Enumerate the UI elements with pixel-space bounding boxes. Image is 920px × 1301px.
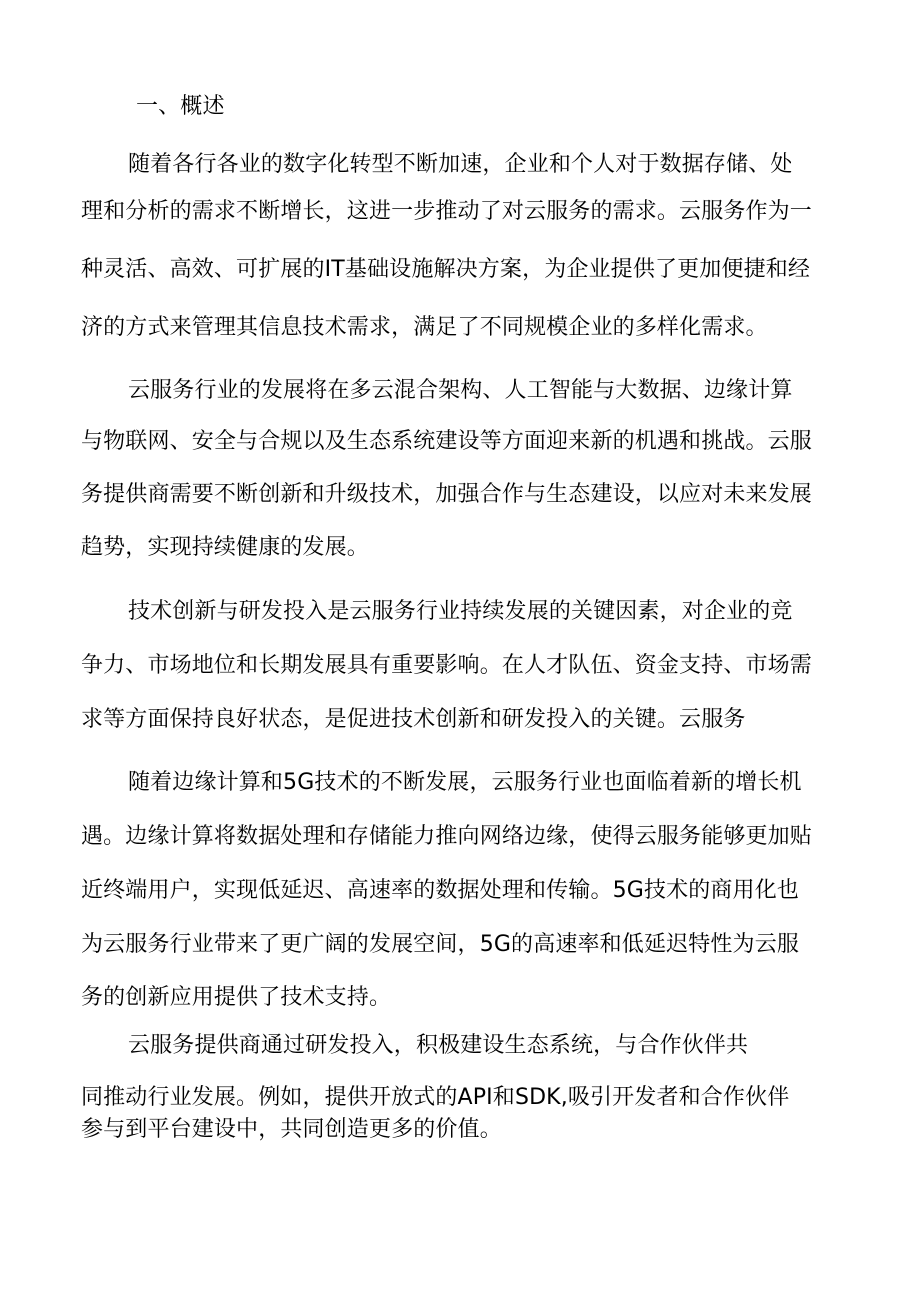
paragraph-2-line-2: 与物联网、安全与合规以及生态系统建设等方面迎来新的机遇和挑战。云服 bbox=[81, 429, 812, 454]
paragraph-1-line-2: 理和分析的需求不断增长，这进一步推动了对云服务的需求。云服务作为一 bbox=[81, 199, 812, 224]
paragraph-4-line-4: 为云服务行业带来了更广阔的发展空间，5G的高速率和低延迟特性为云服 bbox=[81, 932, 799, 957]
paragraph-1-line-4: 济的方式来管理其信息技术需求，满足了不同规模企业的多样化需求。 bbox=[81, 315, 768, 340]
paragraph-5-line-3: 参与到平台建设中，共同创造更多的价值。 bbox=[81, 1117, 502, 1142]
paragraph-5-line-1: 云服务提供商通过研发投入，积极建设生态系统，与合作伙伴共 bbox=[128, 1033, 749, 1058]
paragraph-4-line-3: 近终端用户，实现低延迟、高速率的数据处理和传输。5G技术的商用化也 bbox=[81, 878, 799, 903]
paragraph-1-line-3: 种灵活、高效、可扩展的IT基础设施解决方案，为企业提供了更加便捷和经 bbox=[81, 257, 811, 282]
paragraph-4-line-5: 务的创新应用提供了技术支持。 bbox=[81, 985, 392, 1010]
paragraph-2-line-3: 务提供商需要不断创新和升级技术，加强合作与生态建设，以应对未来发展 bbox=[81, 482, 812, 507]
paragraph-3-line-3: 求等方面保持良好状态，是促进技术创新和研发投入的关键。云服务 bbox=[81, 707, 746, 732]
paragraph-2-line-1: 云服务行业的发展将在多云混合架构、人工智能与大数据、边缘计算 bbox=[128, 378, 793, 403]
paragraph-4-line-2: 遇。边缘计算将数据处理和存储能力推向网络边缘，使得云服务能够更加贴 bbox=[81, 824, 812, 849]
paragraph-2-line-4: 趋势，实现持续健康的发展。 bbox=[81, 535, 369, 560]
paragraph-5-line-2: 同推动行业发展。例如，提供开放式的API和SDK,吸引开发者和合作伙伴 bbox=[81, 1085, 790, 1110]
paragraph-3-line-1: 技术创新与研发投入是云服务行业持续发展的关键因素，对企业的竞 bbox=[128, 599, 793, 624]
paragraph-3-line-2: 争力、市场地位和长期发展具有重要影响。在人才队伍、资金支持、市场需 bbox=[81, 653, 812, 678]
section-heading: 一、概述 bbox=[136, 94, 225, 119]
paragraph-4-line-1: 随着边缘计算和5G技术的不断发展，云服务行业也面临着新的增长机 bbox=[128, 770, 802, 795]
paragraph-1-line-1: 随着各行各业的数字化转型不断加速，企业和个人对于数据存储、处 bbox=[128, 152, 793, 177]
